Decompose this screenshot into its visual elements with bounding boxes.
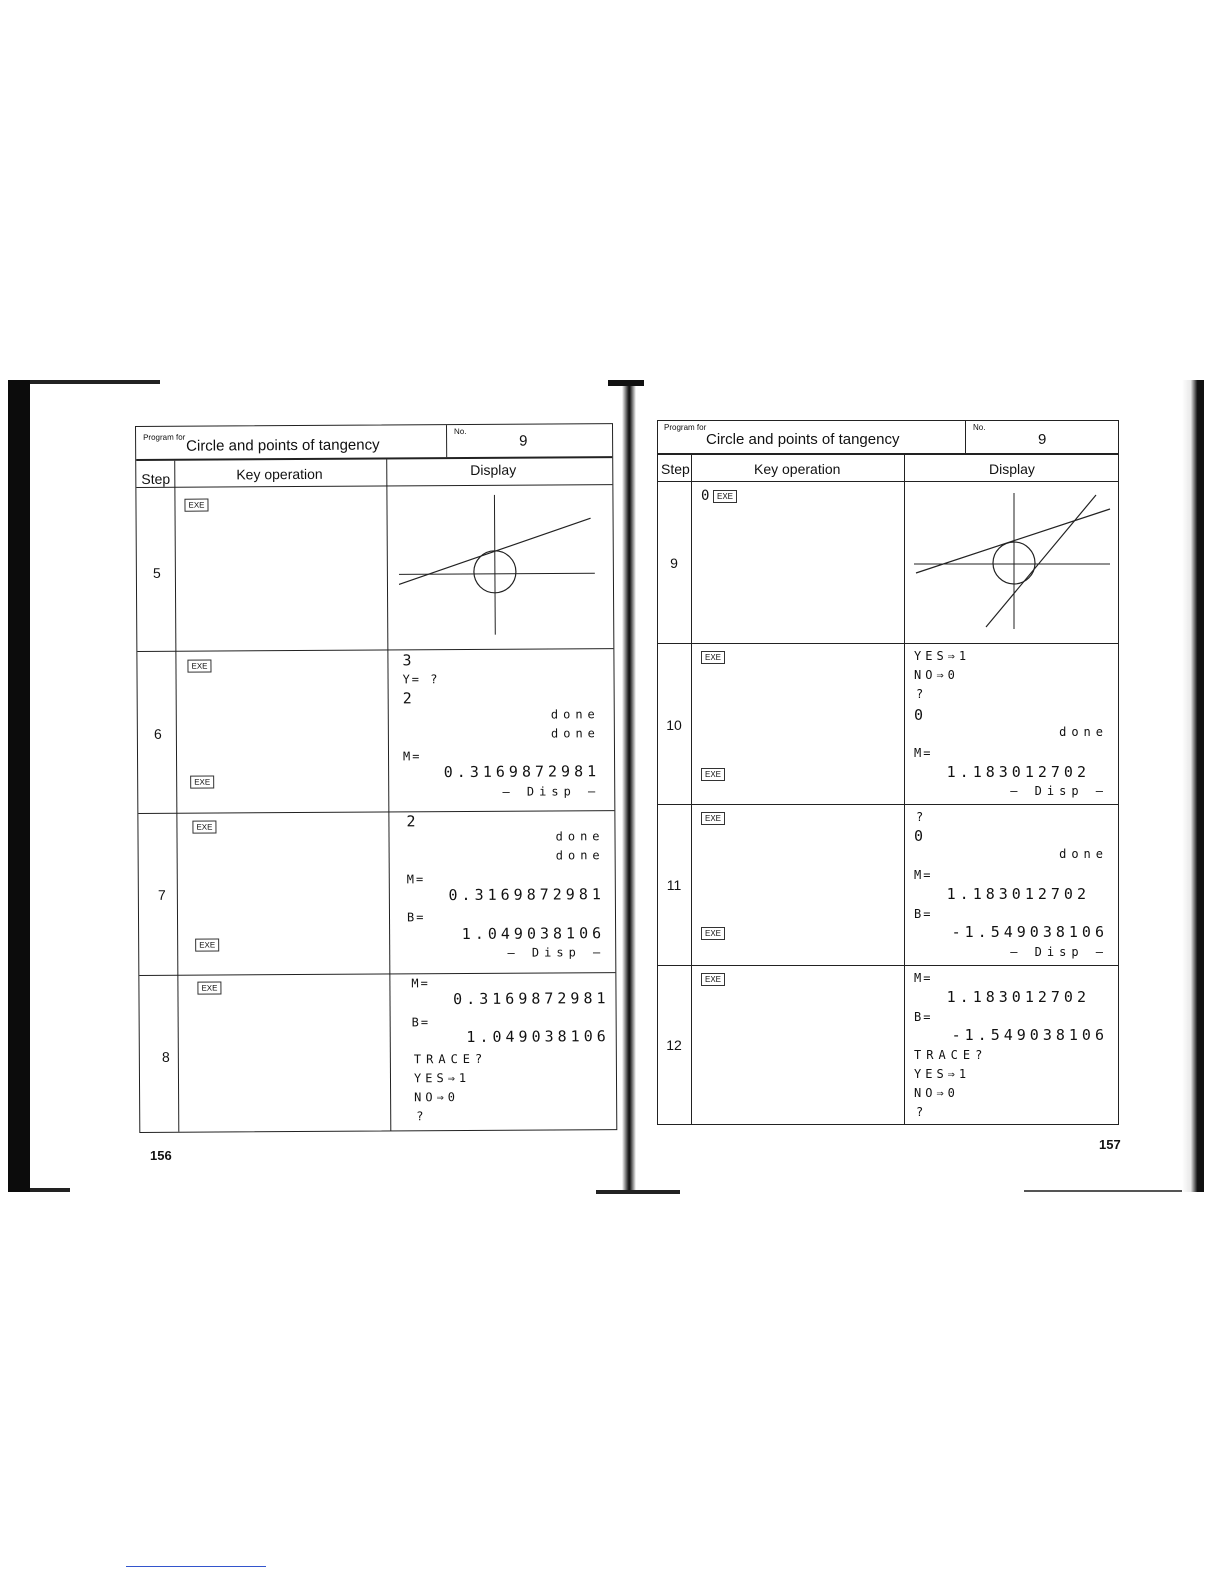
left-program-number: 9 xyxy=(519,432,528,450)
right-col-step: Step xyxy=(661,461,690,477)
left-column-headers xyxy=(136,458,612,488)
right-step-12: 12 xyxy=(666,1037,682,1053)
left-step-7: 7 xyxy=(157,886,166,903)
right-no-label: No. xyxy=(973,423,986,432)
right-step12-display-line-1: M= xyxy=(914,971,933,985)
y-axis xyxy=(494,495,495,635)
right-step9-graph xyxy=(914,493,1114,633)
left-step6-display-line-2: Y= ? xyxy=(402,672,440,687)
left-step5-graph xyxy=(398,494,595,635)
spine-top-mark xyxy=(608,380,644,386)
left-step7-display-line-6: B= xyxy=(406,910,426,925)
right-program-sheet xyxy=(657,420,1119,1125)
right-step10-display-line-8: — Disp — xyxy=(1010,784,1108,798)
right-step10-display-line-4: 0 xyxy=(914,706,926,724)
left-page-number: 156 xyxy=(150,1148,172,1163)
right-col-display: Display xyxy=(989,461,1035,477)
right-step10-display-line-6: M= xyxy=(914,746,933,760)
right-step10-display-line-3: ? xyxy=(916,687,926,701)
right-sheet-header xyxy=(658,421,1118,455)
right-step11-display-line-6: B= xyxy=(914,907,933,921)
tangent-line-2 xyxy=(986,495,1096,627)
left-step5-exe-key: EXE xyxy=(184,499,208,512)
left-step8-display-line-7: NO⇒0 xyxy=(414,1090,460,1105)
right-step11-exe-key-2: EXE xyxy=(701,927,725,940)
right-column-headers xyxy=(658,455,1118,482)
right-step10-display-line-7: 1.183012702 xyxy=(946,763,1090,781)
left-step6-display-line-3: 2 xyxy=(402,689,414,708)
left-step8-display-line-6: YES⇒1 xyxy=(413,1070,471,1086)
right-step12-display-line-8: ? xyxy=(916,1105,926,1119)
book-spine xyxy=(622,380,636,1192)
left-col-display: Display xyxy=(470,461,517,478)
left-step-6: 6 xyxy=(153,725,162,742)
spine-bottom-mark xyxy=(596,1190,680,1194)
right-page-bottom-edge xyxy=(1024,1190,1184,1192)
right-step10-display-line-5: done xyxy=(1059,725,1108,739)
right-col-key-operation: Key operation xyxy=(754,461,841,477)
left-step-5: 5 xyxy=(152,564,161,581)
right-step-col-line xyxy=(691,455,692,1124)
left-step7-display-line-5: 0.3169872981 xyxy=(448,885,605,905)
left-step6-exe-key-1: EXE xyxy=(187,660,211,673)
right-step11-display-line-8: — Disp — xyxy=(1010,945,1108,959)
left-step7-exe-key-2: EXE xyxy=(195,938,219,951)
right-header-divider xyxy=(965,421,966,453)
left-step6-display-line-5: done xyxy=(550,726,600,741)
left-page-top-edge xyxy=(30,380,160,384)
left-step6-display-line-4: done xyxy=(550,707,600,722)
right-row-divider-3 xyxy=(658,965,1118,966)
left-step8-exe-key: EXE xyxy=(197,981,221,994)
left-step7-display-line-7: 1.049038106 xyxy=(461,924,606,944)
left-step-8: 8 xyxy=(161,1048,170,1065)
left-step6-display-line-6: M= xyxy=(402,749,422,764)
left-col-step: Step xyxy=(141,470,171,487)
left-step8-display-line-8: ? xyxy=(416,1109,426,1124)
right-step10-display-line-1: YES⇒1 xyxy=(914,649,971,663)
right-step11-display-line-2: 0 xyxy=(914,827,926,845)
right-step12-exe-key: EXE xyxy=(701,973,725,986)
left-step8-display-line-1: M= xyxy=(411,976,430,991)
left-step7-display-line-4: M= xyxy=(406,872,426,887)
left-step8-display-line-4: 1.049038106 xyxy=(466,1027,610,1046)
right-step-10: 10 xyxy=(666,717,682,733)
left-key-col-line xyxy=(386,459,391,1130)
left-step8-display-line-3: B= xyxy=(411,1015,431,1030)
right-step10-exe-key-2: EXE xyxy=(701,768,725,781)
right-step10-exe-key-1: EXE xyxy=(701,651,725,664)
left-step7-display-line-2: done xyxy=(555,829,605,844)
right-step12-display-line-7: NO⇒0 xyxy=(914,1086,959,1100)
left-col-key-operation: Key operation xyxy=(236,465,323,483)
right-step11-display-line-1: ? xyxy=(916,810,926,824)
left-page-bottom-edge xyxy=(30,1188,70,1192)
right-step12-display-line-5: TRACE? xyxy=(914,1048,988,1062)
right-step11-exe-key-1: EXE xyxy=(701,812,725,825)
left-page-edge-shadow xyxy=(8,380,30,1192)
left-no-label: No. xyxy=(454,426,467,437)
right-program-number: 9 xyxy=(1038,431,1047,448)
tangent-line-1 xyxy=(916,509,1110,573)
left-step8-display-line-5: TRACE? xyxy=(413,1051,488,1067)
right-step11-display-line-5: 1.183012702 xyxy=(946,885,1090,903)
right-row-divider-2 xyxy=(658,804,1118,805)
right-step9-exe-key: EXE xyxy=(713,490,737,503)
left-row-divider-1 xyxy=(137,648,613,652)
left-header-divider xyxy=(446,425,447,457)
right-page-number: 157 xyxy=(1099,1137,1121,1152)
left-step7-exe-key-1: EXE xyxy=(192,821,216,834)
left-step8-display-line-2: 0.3169872981 xyxy=(453,989,610,1009)
left-step7-display-line-1: 2 xyxy=(406,812,418,831)
right-step10-display-line-2: NO⇒0 xyxy=(914,668,959,682)
right-step-11: 11 xyxy=(666,877,682,893)
right-step12-display-line-3: B= xyxy=(914,1010,933,1024)
left-step6-display-line-7: 0.3169872981 xyxy=(443,762,601,782)
left-step7-display-line-3: done xyxy=(555,848,605,863)
right-key-col-line xyxy=(904,455,905,1124)
right-step11-display-line-4: M= xyxy=(914,868,933,882)
right-step11-display-line-3: done xyxy=(1059,847,1108,861)
left-program-sheet xyxy=(135,423,617,1133)
left-program-title: Circle and points of tangency xyxy=(186,436,380,455)
right-step-9: 9 xyxy=(670,555,678,571)
left-step-col-line xyxy=(174,461,179,1132)
left-step7-display-line-8: — Disp — xyxy=(507,945,606,960)
bottom-underline-mark xyxy=(126,1566,266,1567)
left-sheet-header xyxy=(136,424,612,461)
left-step6-display-line-8: — Disp — xyxy=(502,784,601,799)
right-page-edge-shadow xyxy=(1182,380,1204,1192)
left-row-divider-2 xyxy=(138,810,614,814)
right-step12-display-line-2: 1.183012702 xyxy=(946,988,1090,1006)
right-step12-display-line-6: YES⇒1 xyxy=(914,1067,971,1081)
left-program-for-label: Program for xyxy=(143,432,186,442)
left-step6-exe-key-2: EXE xyxy=(190,776,214,789)
right-row-divider-1 xyxy=(658,643,1118,644)
right-step9-key-0: 0 xyxy=(701,488,710,504)
right-step12-display-line-4: -1.549038106 xyxy=(951,1026,1108,1044)
right-program-for-label: Program for xyxy=(664,423,707,432)
right-step11-display-line-7: -1.549038106 xyxy=(951,923,1108,941)
right-program-title: Circle and points of tangency xyxy=(706,431,900,448)
left-row-divider-3 xyxy=(139,972,615,976)
left-step6-display-line-1: 3 xyxy=(402,651,414,670)
